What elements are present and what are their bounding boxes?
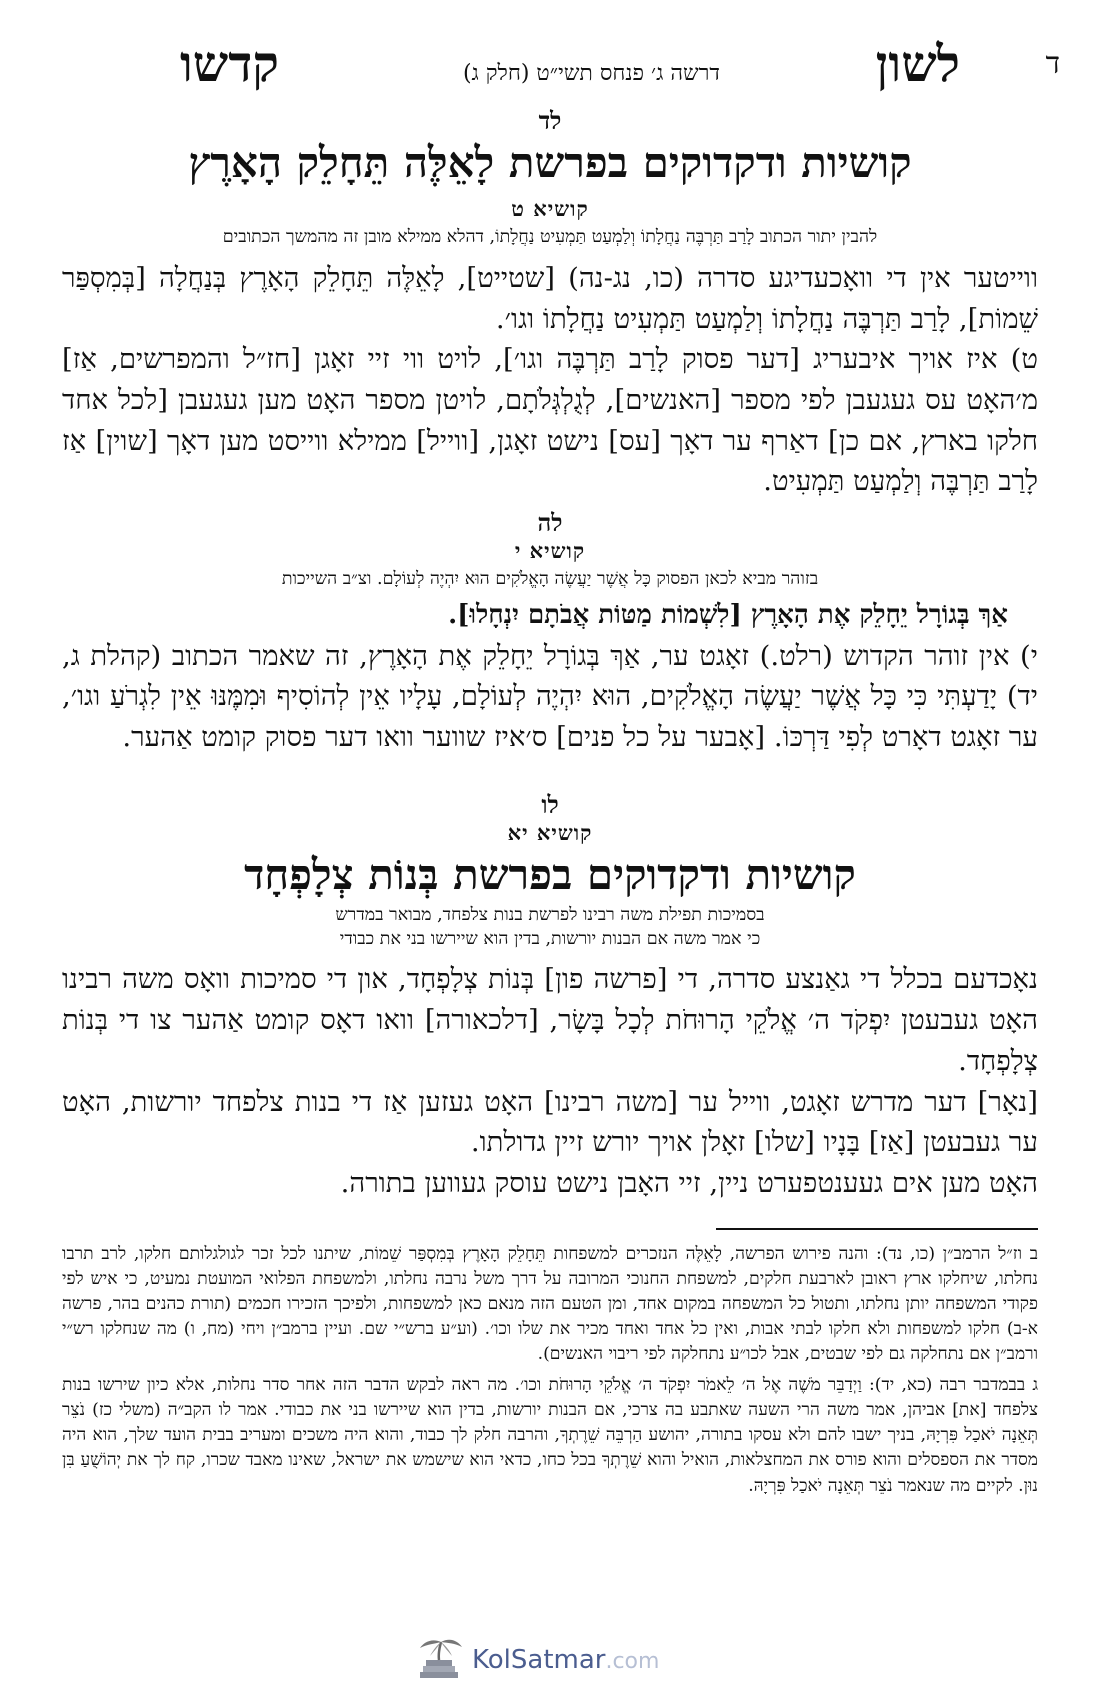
kushya-intro: להבין יתור הכתוב לָרַב תַּרְבֶּה נַחֲלָתוֹ וְלַמְעַט תַּמְעִיט נַחֲלָתוֹ, דהלא ממילא מובן זה מהמשך הכתובים [222, 227, 878, 248]
paragraph: האָט מען אים געענטפערט ניין, זיי האָבן נישט עוסק געווען בתורה. [340, 1166, 1038, 1199]
paragraph: ט) איז אויך איבעריג [דער פסוק לָרַב תַּרְבֶּה וגו׳], לויט ווי זיי זאָגן [חז״ל והמפרשים, אַז] מ׳האָט עס געגעבן לפי מספר [האנשים], לְגֻלְגְּלֹתָם, לויטן מספר האָט מען געגעבן [לכל אחד חלקו בארץ, אם כן] דאַרף ער דאָך [עס] נישט זאָגן, [ווייל] ממילא ווייסט מען דאָך [שוין] אַז לָרַב תַּרְבֶּה וְלַמְעַט תַּמְעִיט. [62, 343, 1038, 498]
header-title-left: קדשו [180, 34, 279, 93]
spacer [62, 758, 1038, 786]
page-number: ד [1045, 46, 1060, 81]
paragraph: נאָכדעם בכלל די גאַנצע סדרה, די [פרשה פון] בְּנוֹת צְלָפְחָד, און די סמיכות וואָס משה רבינו האָט געבעטן יִפְקֹד ה׳ אֱלֹקֵי הָרוּחֹת לְכָל בָּשָׂר, [דלכאורה] וואו דאָס קומט אַהער צו די בְּנוֹת צְלָפְחָד. [62, 963, 1038, 1077]
logo-main: KolSatmar [472, 1645, 606, 1675]
kushya-intro: בסמיכות תפילת משה רבינו לפרשת בנות צלפחד, מבואר במדרש [335, 905, 765, 926]
section-title: קושיות ודקדוקים בפרשת לָאֵלֶּה תֵּחָלֵק הָאָרֶץ [188, 138, 912, 187]
kushya-label: קושיא י [514, 538, 586, 564]
footnote: ב וז״ל הרמב״ן (כו, נד): והנה פירוש הפרשה, לָאֵלֶּה הנזכרים למשפחות תֵּחָלֵק הָאָרֶץ בְּמִסְפַּר שֵׁמוֹת, שיתנו לכל זכר לגולגלותם חלקו, לרב תרבו נחלתו, שיחלקו ארץ ראובן לארבעת חלקים, למשפחת החנוכי המרובה על דרך משל נרבה נחלתו, ולמשפחת הפלואי המועטת נמעיט, כי איש לפי פקודי המשפחה יותן נחלתו, ותטול כל המשפחה במקום אחד, ומן הטעם הזה מנאם כאן למשפחות, ולפיכך הזכירו חכמים (תורת כהנים בהר, פרשה א-ב) חלקו למשפחות ולא חלקו לבתי אבות, ואין כל אחד ואחד מכיר את שלו וכו׳. (וע״ע ברש״י שם. ועיין ברמב״ן ויחי (מח, ו) מה שנחלקו רש״י ורמב״ן אם נתחלקה גם לפי שבטים, אבל לכו״ע נתחלקה לפי ריבוי האנשים). [62, 1243, 1038, 1365]
kushya-label: קושיא יא [507, 819, 593, 845]
footer [0, 1630, 1100, 1690]
running-header [62, 34, 1060, 102]
site-logo[interactable] [412, 1636, 659, 1684]
verse-quote: אַךְ בְּגוֹרָל יֵחָלֵק אֶת הָאָרֶץ [לִשְׁמוֹת מַטּוֹת אֲבֹתָם יִנְחָלוּ]. [448, 599, 1008, 630]
footnote: ג בבמדבר רבה (כא, יד): וַיְדַבֵּר מֹשֶׁה אֶל ה׳ לֵאמֹר יִפְקֹד ה׳ אֱלֹקֵי הָרוּחֹת וכו׳. מה ראה לבקש הדבר הזה אחר סדר נחלות, אלא כיון שירשו בנות צלפחד [את] אביהן, אמר משה הרי השעה שאתבע בה צרכי, אם הבנות יורשות, בדין הוא שיירשו בני את כבודי. אמר לו הקב״ה (משלי כז) נֹצֵר תְּאֵנָה יֹאכַל פִּרְיָהּ, בניך ישבו להם ולא עסקו בתורה, יהושע הַרְבֵּה שֵׁרֶתְךָ, והרבה חלק לך כבוד, והוא היה משכים ומעריב בבית הועד שלך, הוא היה מסדר את הספסלים והוא פורס את המחצלאות, הואיל והוא שֵׁרֶתְךָ בכל כחו, כדאי הוא שישמש את ישראל, שאינו מאבד שכרו, קח לך את יְהוֹשֻׁעַ בִּן נוּן. לקיים מה שנאמר נֹצֵר תְּאֵנָה יֹאכַל פִּרְיָהּ. [62, 1375, 1038, 1496]
logo-suffix: .com [605, 1649, 660, 1674]
section-title: קושיות ודקדוקים בפרשת בְּנוֹת צְלָפְחָד [244, 849, 856, 899]
section-number: לה [537, 508, 563, 538]
paragraph: [נאָר] דער מדרש זאָגט, ווייל ער [משה רבינו] האָט געזען אַז די בנות צלפחד יורשות, האָט ער געבעטן [אַז] בָּנָיו [שלו] זאָלן אויך יורש זיין גדולתו. [62, 1085, 1038, 1159]
logo-text [472, 1645, 659, 1675]
palm-tree-books-icon [412, 1636, 466, 1684]
section-number: לד [538, 106, 562, 135]
section-number: לו [541, 789, 559, 819]
paragraph: י) אין זוהר הקדוש (רלט.) זאָגט ער, אַךְ בְּגוֹרָל יֵחָלֵק אֶת הָאָרֶץ, זה שאמר הכתוב (קהלת ג, יד) יָדַעְתִּי כִּי כָּל אֲשֶׁר יַעֲשֶׂה הָאֱלֹקִים, הוּא יִהְיֶה לְעוֹלָם, עָלָיו אֵין לְהוֹסִיף וּמִמֶּנּוּ אֵין לִגְרֹעַ וגו׳, ער זאָגט דאָרט לְפִי דַּרְכּוֹ. [אָבער על כל פנים] ס׳איז שווער וואו דער פסוק קומט אַהער. [62, 639, 1038, 754]
kushya-intro: כי אמר משה אם הבנות יורשות, בדין הוא שיירשו בני את כבודי [339, 928, 761, 949]
footnote-divider [716, 1228, 1038, 1230]
header-title-right: לשון [875, 34, 960, 93]
header-subtitle: דרשה ג׳ פנחס תשי״ט (חלק ג) [462, 61, 720, 86]
paragraph: ווייטער אין די וואָכעדיגע סדרה (כו, נג-נה) [שטייט], לָאֵלֶּה תֵּחָלֵק הָאָרֶץ בְּנַחֲלָה [בְּמִסְפַּר שֵׁמוֹת], לָרַב תַּרְבֶּה נַחֲלָתוֹ וְלַמְעַט תַּמְעִיט נַחֲלָתוֹ וגו׳. [62, 262, 1038, 335]
kushya-label: קושיא ט [511, 196, 589, 222]
kushya-intro: בזוהר מביא לכאן הפסוק כָּל אֲשֶׁר יַעֲשֶׂה הָאֱלֹקִים הוּא יִהְיֶה לְעוֹלָם. וצ״ב השייכות [281, 569, 819, 590]
